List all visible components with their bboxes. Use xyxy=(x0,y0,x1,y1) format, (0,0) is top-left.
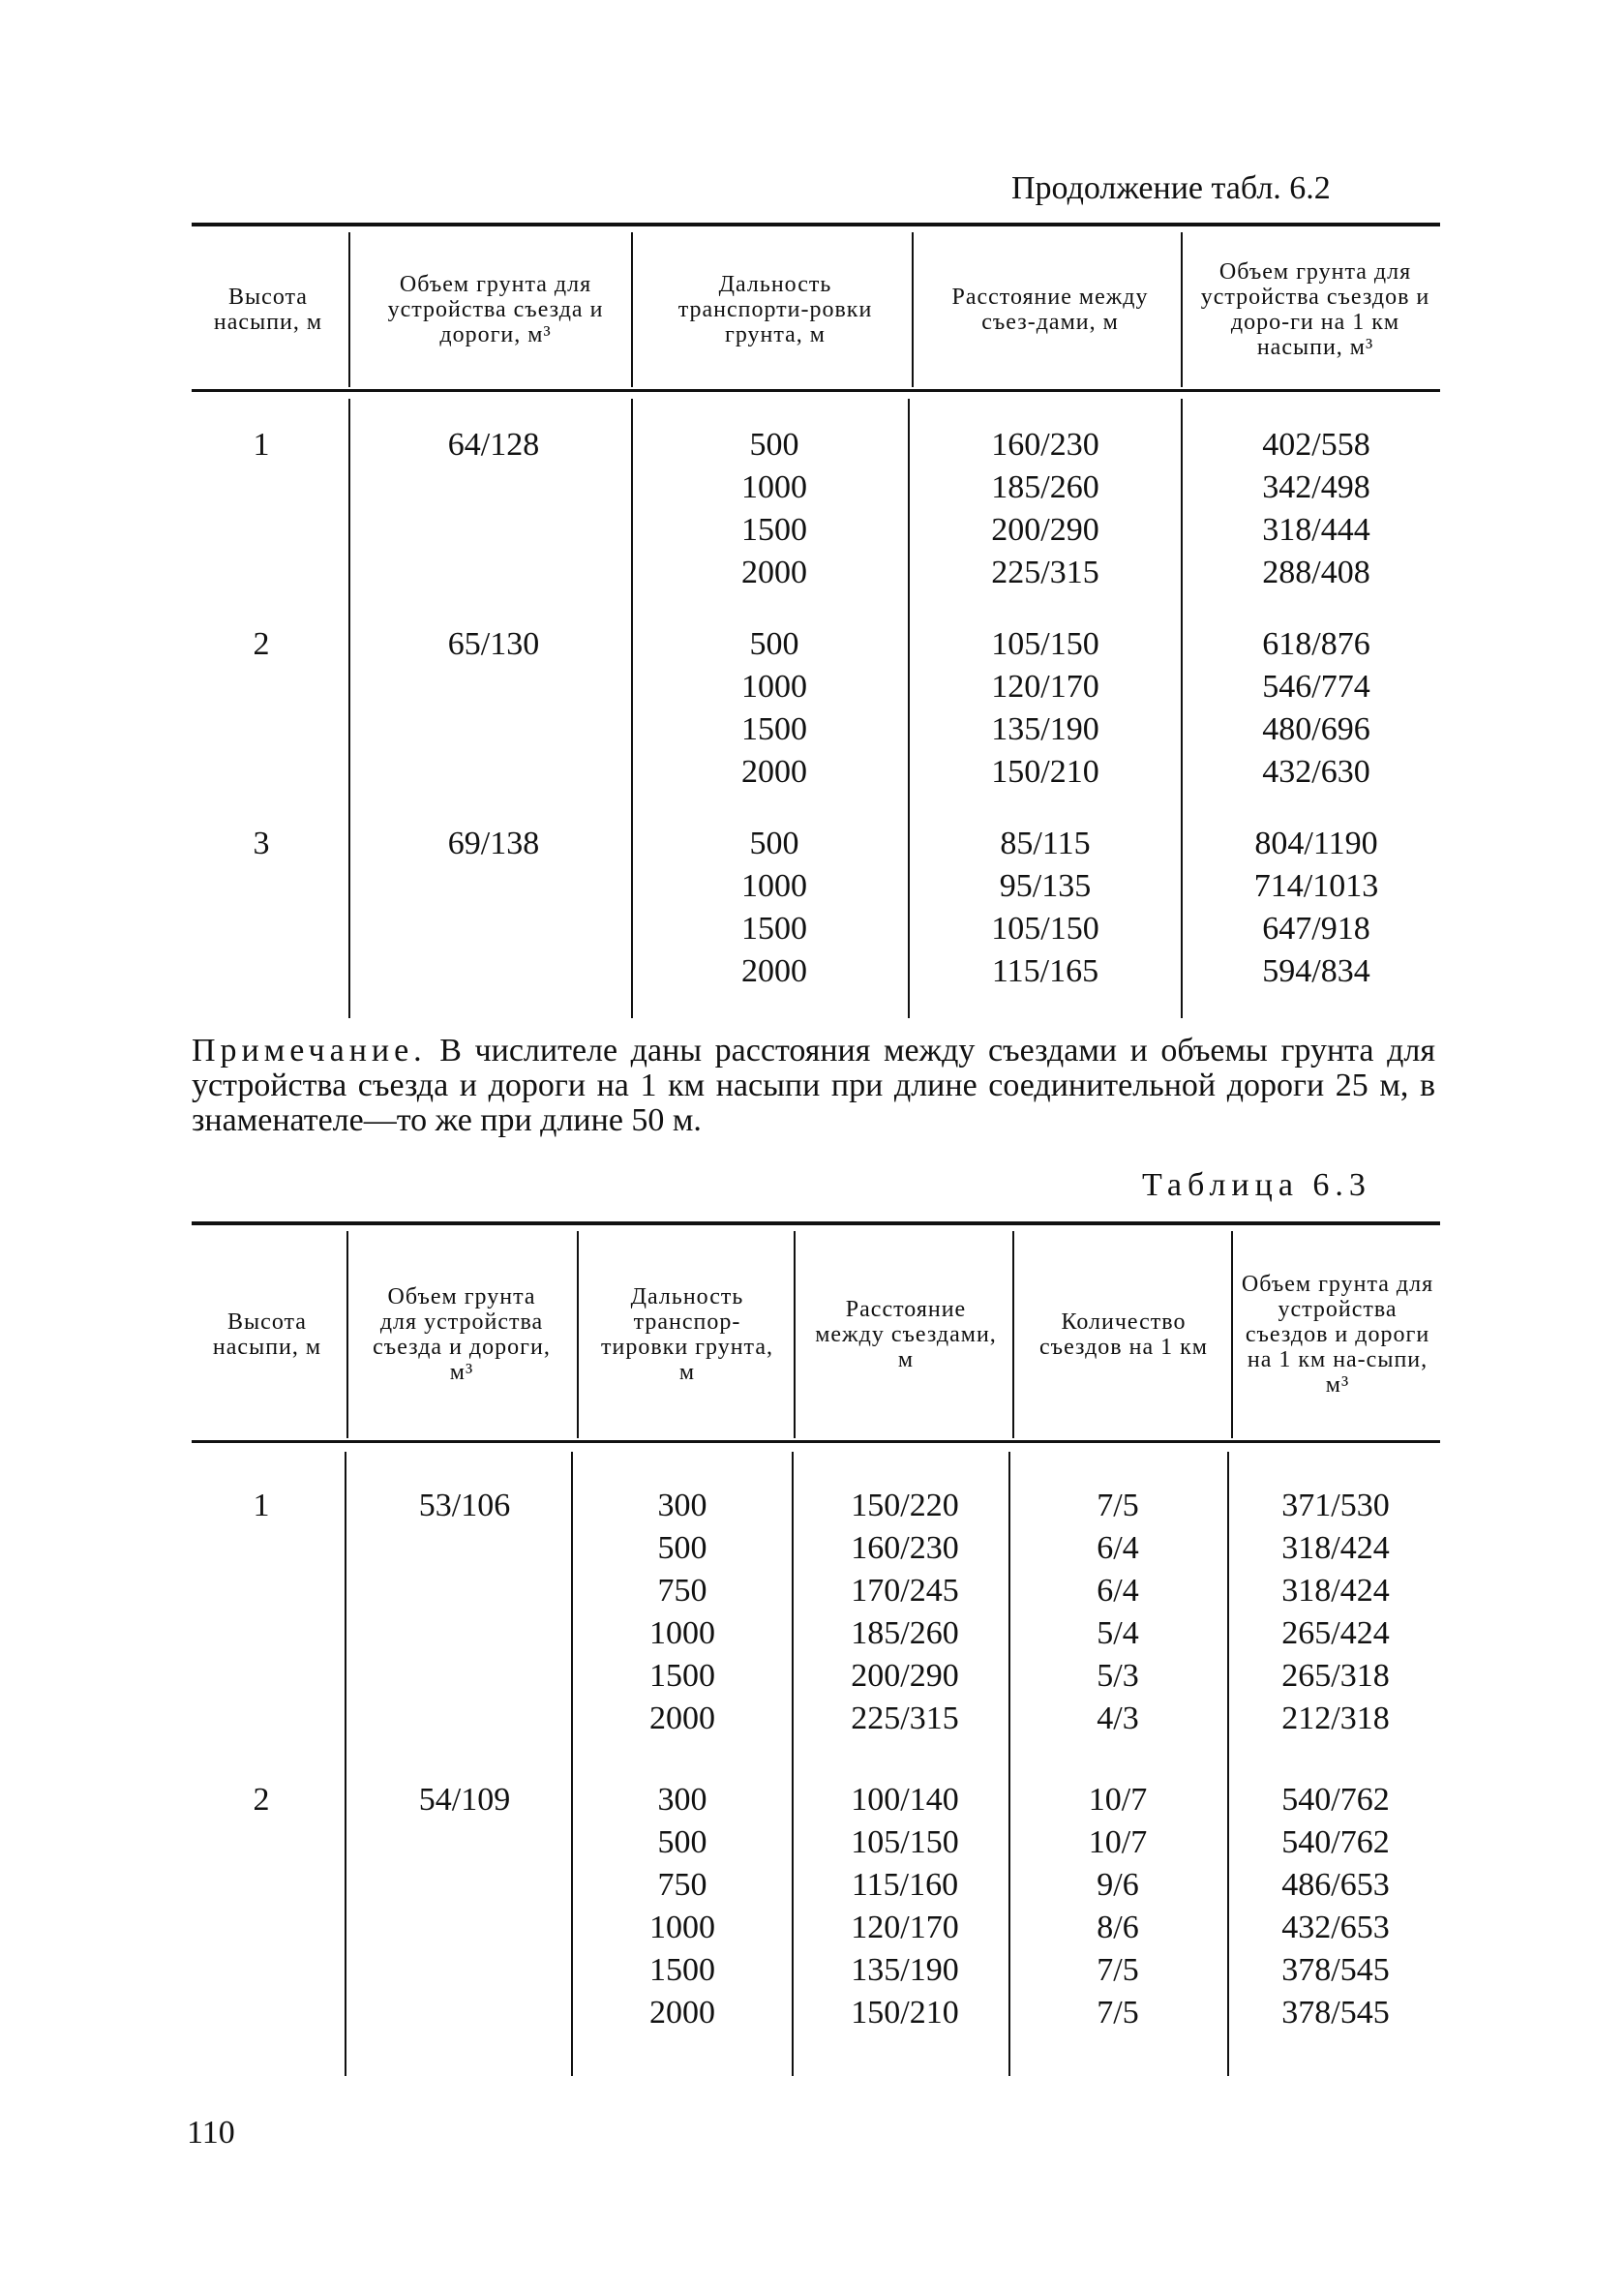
table1-header-rule xyxy=(192,389,1440,392)
table2-col-divider xyxy=(577,1231,579,1438)
table2-row-group xyxy=(223,1485,300,1527)
table-cell: 318/444 xyxy=(1262,512,1370,548)
table2-col-divider xyxy=(571,1452,573,2076)
table-cell: 1000 xyxy=(741,469,807,505)
table-cell: 1500 xyxy=(741,512,807,548)
table-cell: 2000 xyxy=(741,555,807,590)
table-cell: 402/558 xyxy=(1262,427,1370,463)
table-cell: 318/424 xyxy=(1281,1530,1390,1566)
table-cell: 2000 xyxy=(741,754,807,790)
table-cell: 2000 xyxy=(649,1700,715,1736)
table1-col-divider xyxy=(908,399,910,1018)
table-cell: 2 xyxy=(253,626,270,662)
table-cell: 342/498 xyxy=(1262,469,1370,505)
table-cell: 7/5 xyxy=(1097,1488,1139,1523)
table-cell: 69/138 xyxy=(447,826,540,861)
table-cell: 185/260 xyxy=(851,1615,959,1651)
table-cell: 1500 xyxy=(741,911,807,947)
table1-col-divider xyxy=(348,232,350,387)
table-cell: 500 xyxy=(749,626,799,662)
table-cell: 200/290 xyxy=(991,512,1099,548)
table2-header-count: Количество съездов на 1 км xyxy=(1039,1309,1208,1360)
table-cell: 95/135 xyxy=(999,868,1092,904)
table-cell: 64/128 xyxy=(447,427,540,463)
table1-header-per-km: Объем грунта для устройства съездов и доро-ги на 1 км насыпи, м³ xyxy=(1200,259,1430,360)
table-cell: 4/3 xyxy=(1097,1700,1139,1736)
table2-col-divider xyxy=(1231,1231,1233,1438)
table-cell: 378/545 xyxy=(1281,1952,1390,1988)
table-cell: 1500 xyxy=(649,1658,715,1694)
table-cell: 7/5 xyxy=(1097,1952,1139,1988)
table-cell: 9/6 xyxy=(1097,1867,1139,1903)
table-cell: 5/3 xyxy=(1097,1658,1139,1694)
table-cell: 150/220 xyxy=(851,1488,959,1523)
table2-col-divider xyxy=(346,1231,348,1438)
table1-top-rule xyxy=(192,223,1440,226)
table-cell: 105/150 xyxy=(991,626,1099,662)
table1-header-spacing: Расстояние между съез-дами, м xyxy=(951,285,1149,335)
table-cell: 150/210 xyxy=(851,1995,959,2031)
table2-header-rule xyxy=(192,1440,1440,1443)
table-cell: 318/424 xyxy=(1281,1573,1390,1609)
table-cell: 7/5 xyxy=(1097,1995,1139,2031)
table2-row-group xyxy=(1248,1485,1423,1740)
table-cell: 212/318 xyxy=(1281,1700,1390,1736)
table1-col-divider xyxy=(1181,232,1183,387)
table-cell: 1500 xyxy=(649,1952,715,1988)
table1-row-group xyxy=(697,623,852,794)
table1-row-group xyxy=(406,623,581,666)
table-cell: 54/109 xyxy=(418,1782,511,1818)
table1-col-divider xyxy=(1181,399,1183,1018)
table-cell: 5/4 xyxy=(1097,1615,1139,1651)
table-cell: 85/115 xyxy=(1000,826,1091,861)
table1-row-group xyxy=(1219,623,1413,794)
table-cell: 115/165 xyxy=(991,953,1099,989)
table-cell: 265/318 xyxy=(1281,1658,1390,1694)
table-cell: 750 xyxy=(657,1573,707,1609)
table2-header-volume: Объем грунта для устройства съезда и дороги, м³ xyxy=(373,1284,551,1385)
table1-row-group xyxy=(958,623,1132,794)
table-cell: 1500 xyxy=(741,711,807,747)
table-cell: 105/150 xyxy=(991,911,1099,947)
table-cell: 432/630 xyxy=(1262,754,1370,790)
table-cell: 1000 xyxy=(741,868,807,904)
table1-row-group xyxy=(223,623,300,666)
table-cell: 160/230 xyxy=(851,1530,959,1566)
table-cell: 714/1013 xyxy=(1253,868,1379,904)
table-cell: 300 xyxy=(657,1782,707,1818)
table1-col-divider xyxy=(631,232,633,387)
note-lead: Примечание. xyxy=(192,1033,427,1068)
table-cell: 618/876 xyxy=(1262,626,1370,662)
table-cell: 540/762 xyxy=(1281,1782,1390,1818)
table1-row-group xyxy=(697,823,852,993)
table2-row-group xyxy=(1055,1485,1181,1740)
table2-col-divider xyxy=(792,1452,794,2076)
table-cell: 500 xyxy=(657,1824,707,1860)
table-cell: 2 xyxy=(253,1782,270,1818)
table-cell: 115/160 xyxy=(851,1867,959,1903)
table1-row-group xyxy=(223,823,300,865)
table-cell: 288/408 xyxy=(1262,555,1370,590)
table2-row-group xyxy=(610,1485,755,1740)
table-cell: 378/545 xyxy=(1281,1995,1390,2031)
table1-row-group xyxy=(1219,823,1413,993)
table-cell: 500 xyxy=(749,826,799,861)
table-cell: 8/6 xyxy=(1097,1910,1139,1945)
table-cell: 1000 xyxy=(741,669,807,705)
table1-header-volume: Объем грунта для устройства съезда и дороги, м³ xyxy=(387,272,604,347)
table-cell: 120/170 xyxy=(851,1910,959,1945)
table2-header-per-km: Объем грунта для устройства съездов и дороги на 1 км на-сыпи, м³ xyxy=(1241,1272,1434,1398)
table-cell: 120/170 xyxy=(991,669,1099,705)
table2-col-divider xyxy=(345,1452,346,2076)
table-cell: 804/1190 xyxy=(1254,826,1378,861)
table-cell: 540/762 xyxy=(1281,1824,1390,1860)
table-cell: 546/774 xyxy=(1262,669,1370,705)
table-cell: 2000 xyxy=(649,1995,715,2031)
table-cell: 100/140 xyxy=(851,1782,959,1818)
table2-col-divider xyxy=(1227,1452,1229,2076)
table-cell: 1 xyxy=(253,427,270,463)
table1-row-group xyxy=(223,424,300,466)
table-cell: 750 xyxy=(657,1867,707,1903)
table-cell: 6/4 xyxy=(1097,1573,1139,1609)
table1-caption: Продолжение табл. 6.2 xyxy=(1011,170,1331,206)
table-cell: 53/106 xyxy=(418,1488,511,1523)
table-cell: 480/696 xyxy=(1262,711,1370,747)
table-cell: 150/210 xyxy=(991,754,1099,790)
table-cell: 160/230 xyxy=(991,427,1099,463)
table-cell: 486/653 xyxy=(1281,1867,1390,1903)
table2-caption: Таблица 6.3 xyxy=(1142,1167,1371,1203)
table1-header-height: Высота насыпи, м xyxy=(213,285,323,335)
table-cell: 185/260 xyxy=(991,469,1099,505)
table2-top-rule xyxy=(192,1221,1440,1225)
table-cell: 1000 xyxy=(649,1910,715,1945)
table-cell: 1 xyxy=(253,1488,270,1523)
table1-row-group xyxy=(406,823,581,865)
table-cell: 10/7 xyxy=(1088,1824,1148,1860)
table-cell: 371/530 xyxy=(1281,1488,1390,1523)
table2-row-group xyxy=(387,1779,542,1821)
table2-row-group xyxy=(1248,1779,1423,2034)
table1-row-group xyxy=(697,424,852,594)
table1-col-divider xyxy=(912,232,914,387)
page-number: 110 xyxy=(187,2115,235,2151)
table-cell: 300 xyxy=(657,1488,707,1523)
table-cell: 170/245 xyxy=(851,1573,959,1609)
table-note xyxy=(192,1034,1435,1138)
table-cell: 135/190 xyxy=(991,711,1099,747)
table-cell: 105/150 xyxy=(851,1824,959,1860)
table2-row-group xyxy=(223,1779,300,1821)
table-cell: 200/290 xyxy=(851,1658,959,1694)
table2-row-group xyxy=(823,1485,987,1740)
table1-col-divider xyxy=(348,399,350,1018)
table-cell: 3 xyxy=(253,826,270,861)
table-cell: 500 xyxy=(749,427,799,463)
table-cell: 6/4 xyxy=(1097,1530,1139,1566)
table2-col-divider xyxy=(794,1231,796,1438)
table2-row-group xyxy=(823,1779,987,2034)
table-cell: 647/918 xyxy=(1262,911,1370,947)
table-cell: 135/190 xyxy=(851,1952,959,1988)
table2-header-spacing: Расстояние между съездами, м xyxy=(815,1297,997,1372)
table-cell: 1000 xyxy=(649,1615,715,1651)
table-cell: 432/653 xyxy=(1281,1910,1390,1945)
table2-row-group xyxy=(387,1485,542,1527)
table2-row-group xyxy=(610,1779,755,2034)
table2-header-height: Высота насыпи, м xyxy=(212,1309,322,1360)
table1-row-group xyxy=(958,823,1132,993)
table2-header-distance: Дальность транспор-тировки грунта, м xyxy=(601,1284,773,1385)
table-cell: 225/315 xyxy=(851,1700,959,1736)
table-cell: 2000 xyxy=(741,953,807,989)
table-cell: 594/834 xyxy=(1262,953,1370,989)
table1-header-distance: Дальность транспорти-ровки грунта, м xyxy=(677,272,873,347)
table-cell: 225/315 xyxy=(991,555,1099,590)
table-cell: 265/424 xyxy=(1281,1615,1390,1651)
table1-col-divider xyxy=(631,399,633,1018)
note-text: В числителе даны расстояния между съездами и объемы грунта для устройства съезда и дороги на 1 км насыпи при длине соединительной дороги 25 м, в знаменателе—то же при длине 50 м. xyxy=(192,1033,1436,1138)
table2-col-divider xyxy=(1012,1231,1014,1438)
table1-row-group xyxy=(1219,424,1413,594)
table-cell: 65/130 xyxy=(447,626,540,662)
table2-row-group xyxy=(1055,1779,1181,2034)
table-cell: 10/7 xyxy=(1088,1782,1148,1818)
table-cell: 500 xyxy=(657,1530,707,1566)
table2-col-divider xyxy=(1008,1452,1010,2076)
table1-row-group xyxy=(406,424,581,466)
table1-row-group xyxy=(958,424,1132,594)
